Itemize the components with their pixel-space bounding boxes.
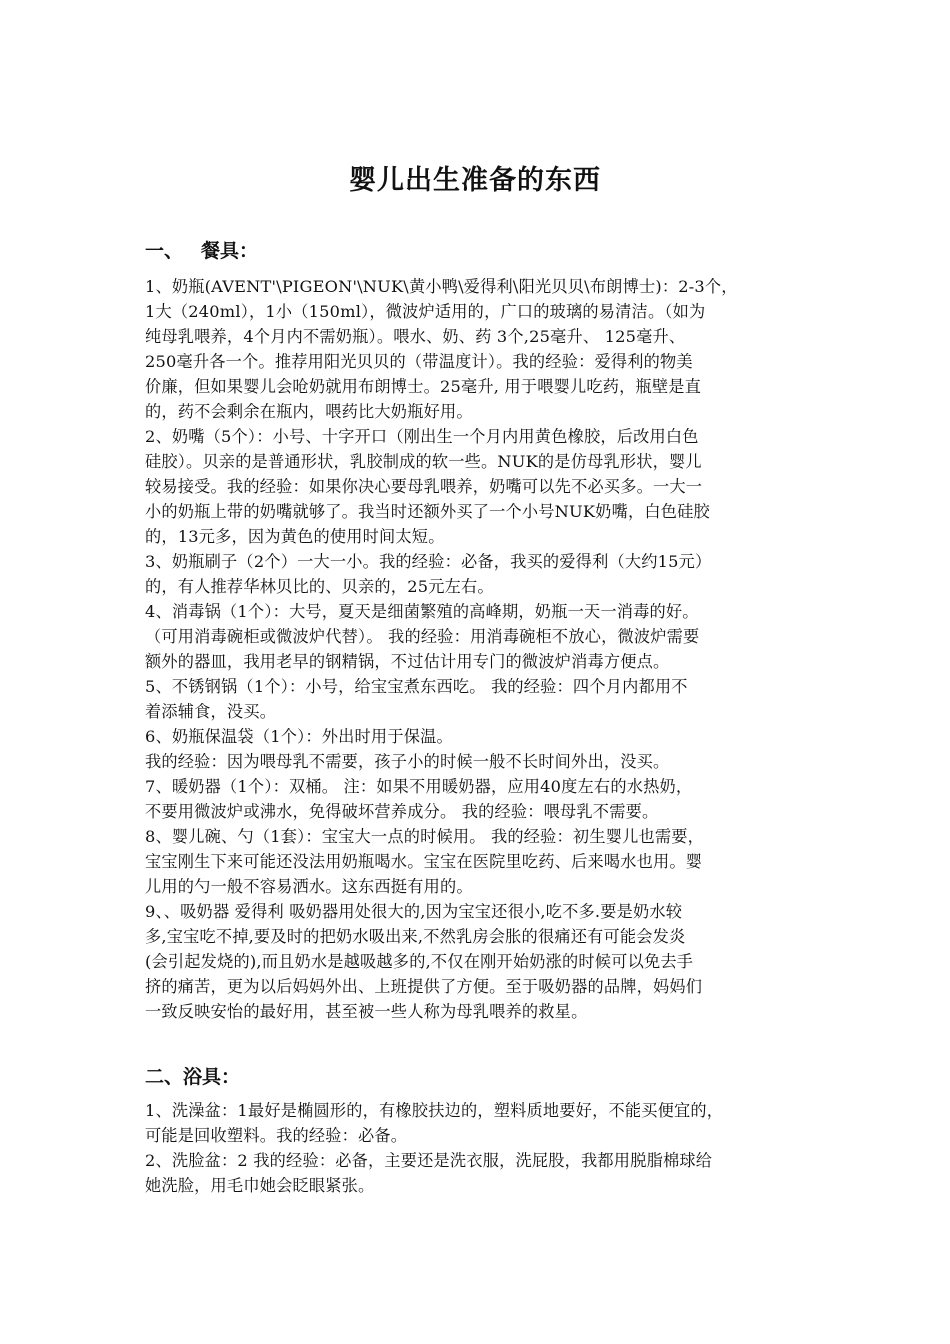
text-line: 纯母乳喂养，4个月内不需奶瓶）。喂水、奶、药 3个,25毫升、 125毫升、	[145, 327, 686, 346]
text-line: 9、、吸奶器 爱得利 吸奶器用处很大的,因为宝宝还很小,吃不多.要是奶水较	[145, 902, 683, 921]
section-title: 餐具：	[201, 240, 259, 262]
section-body-bath	[145, 1098, 815, 1198]
text-line: 不要用微波炉或沸水，免得破坏营养成分。 我的经验：喂母乳不需要。	[145, 802, 659, 821]
text-line: 4、消毒锅（1个）：大号，夏天是细菌繁殖的高峰期，奶瓶一天一消毒的好。	[145, 602, 699, 621]
text-line: （可用消毒碗柜或微波炉代替）。 我的经验：用消毒碗柜不放心，微波炉需要	[145, 627, 700, 646]
text-line: 1大（240ml），1小（150ml），微波炉适用的，广口的玻璃的易清洁。（如为	[145, 302, 706, 321]
text-line: 额外的器皿，我用老早的钢精锅，不过估计用专门的微波炉消毒方便点。	[145, 652, 670, 671]
text-line: 多,宝宝吃不掉,要及时的把奶水吸出来,不然乳房会胀的很痛还有可能会发炎	[145, 927, 686, 946]
text-line: 的，药不会剩余在瓶内，喂药比大奶瓶好用。	[145, 402, 473, 421]
text-line: 着添辅食，没买。	[145, 702, 277, 721]
text-line: 1、洗澡盆：1最好是椭圆形的，有橡胶扶边的，塑料质地要好，不能买便宜的，	[145, 1101, 724, 1120]
section-title: 浴具：	[183, 1066, 241, 1088]
text-line: 的，有人推荐华林贝比的、贝亲的，25元左右。	[145, 577, 494, 596]
text-line: (会引起发烧的),而且奶水是越吸越多的,不仅在刚开始奶涨的时候可以免去手	[145, 952, 694, 971]
text-line: 6、奶瓶保温袋（1个）：外出时用于保温。	[145, 727, 453, 746]
text-line: 的，13元多，因为黄色的使用时间太短。	[145, 527, 445, 546]
text-line: 一致反映安怡的最好用，甚至被一些人称为母乳喂养的救星。	[145, 1002, 588, 1021]
section-number: 一、	[145, 240, 184, 262]
text-line: 价廉，但如果婴儿会呛奶就用布朗博士。25毫升, 用于喂婴儿吃药，瓶壁是直	[145, 377, 702, 396]
text-line: 儿用的勺一般不容易洒水。这东西挺有用的。	[145, 877, 473, 896]
section-number: 二、	[145, 1066, 184, 1088]
section-heading-tableware	[145, 236, 258, 263]
text-line: 3、奶瓶刷子（2个）一大一小。我的经验：必备，我买的爱得利（大约15元）	[145, 552, 712, 571]
text-line: 250毫升各一个。推荐用阳光贝贝的（带温度计）。我的经验：爱得利的物美	[145, 352, 693, 371]
text-line: 可能是回收塑料。我的经验：必备。	[145, 1126, 408, 1145]
text-line: 5、不锈钢锅（1个）：小号，给宝宝煮东西吃。 我的经验：四个月内都用不	[145, 677, 688, 696]
text-line: 7、暖奶器（1个）：双桶。 注：如果不用暖奶器，应用40度左右的水热奶，	[145, 777, 693, 796]
text-line: 挤的痛苦，更为以后妈妈外出、上班提供了方便。至于吸奶器的品牌，妈妈们	[145, 977, 703, 996]
document-title: 婴儿出生准备的东西	[349, 165, 601, 196]
text-line: 2、奶嘴（5个）：小号、十字开口（刚出生一个月内用黄色橡胶，后改用白色	[145, 427, 699, 446]
text-line: 8、婴儿碗、勺（1套）：宝宝大一点的时候用。 我的经验：初生婴儿也需要，	[145, 827, 705, 846]
section-heading-bath	[145, 1062, 240, 1089]
text-line: 她洗脸，用毛巾她会眨眼紧张。	[145, 1176, 375, 1195]
text-line: 较易接受。我的经验：如果你决心要母乳喂养，奶嘴可以先不必买多。一大一	[145, 477, 703, 496]
text-line: 我的经验：因为喂母乳不需要，孩子小的时候一般不长时间外出，没买。	[145, 752, 670, 771]
text-line: 2、洗脸盆：2 我的经验：必备，主要还是洗衣服，洗屁股，我都用脱脂棉球给	[145, 1151, 713, 1170]
text-line: 硅胶）。贝亲的是普通形状，乳胶制成的软一些。NUK的是仿母乳形状，婴儿	[145, 452, 702, 471]
section-body-tableware	[145, 274, 815, 1024]
text-line: 1、奶瓶(AVENT'\PIGEON'\NUK\黄小鸭\爱得利\阳光贝贝\布朗博士)：2-3个，	[145, 277, 738, 296]
text-line: 小的奶瓶上带的奶嘴就够了。我当时还额外买了一个小号NUK奶嘴，白色硅胶	[145, 502, 710, 521]
text-line: 宝宝刚生下来可能还没法用奶瓶喝水。宝宝在医院里吃药、后来喝水也用。婴	[145, 852, 703, 871]
